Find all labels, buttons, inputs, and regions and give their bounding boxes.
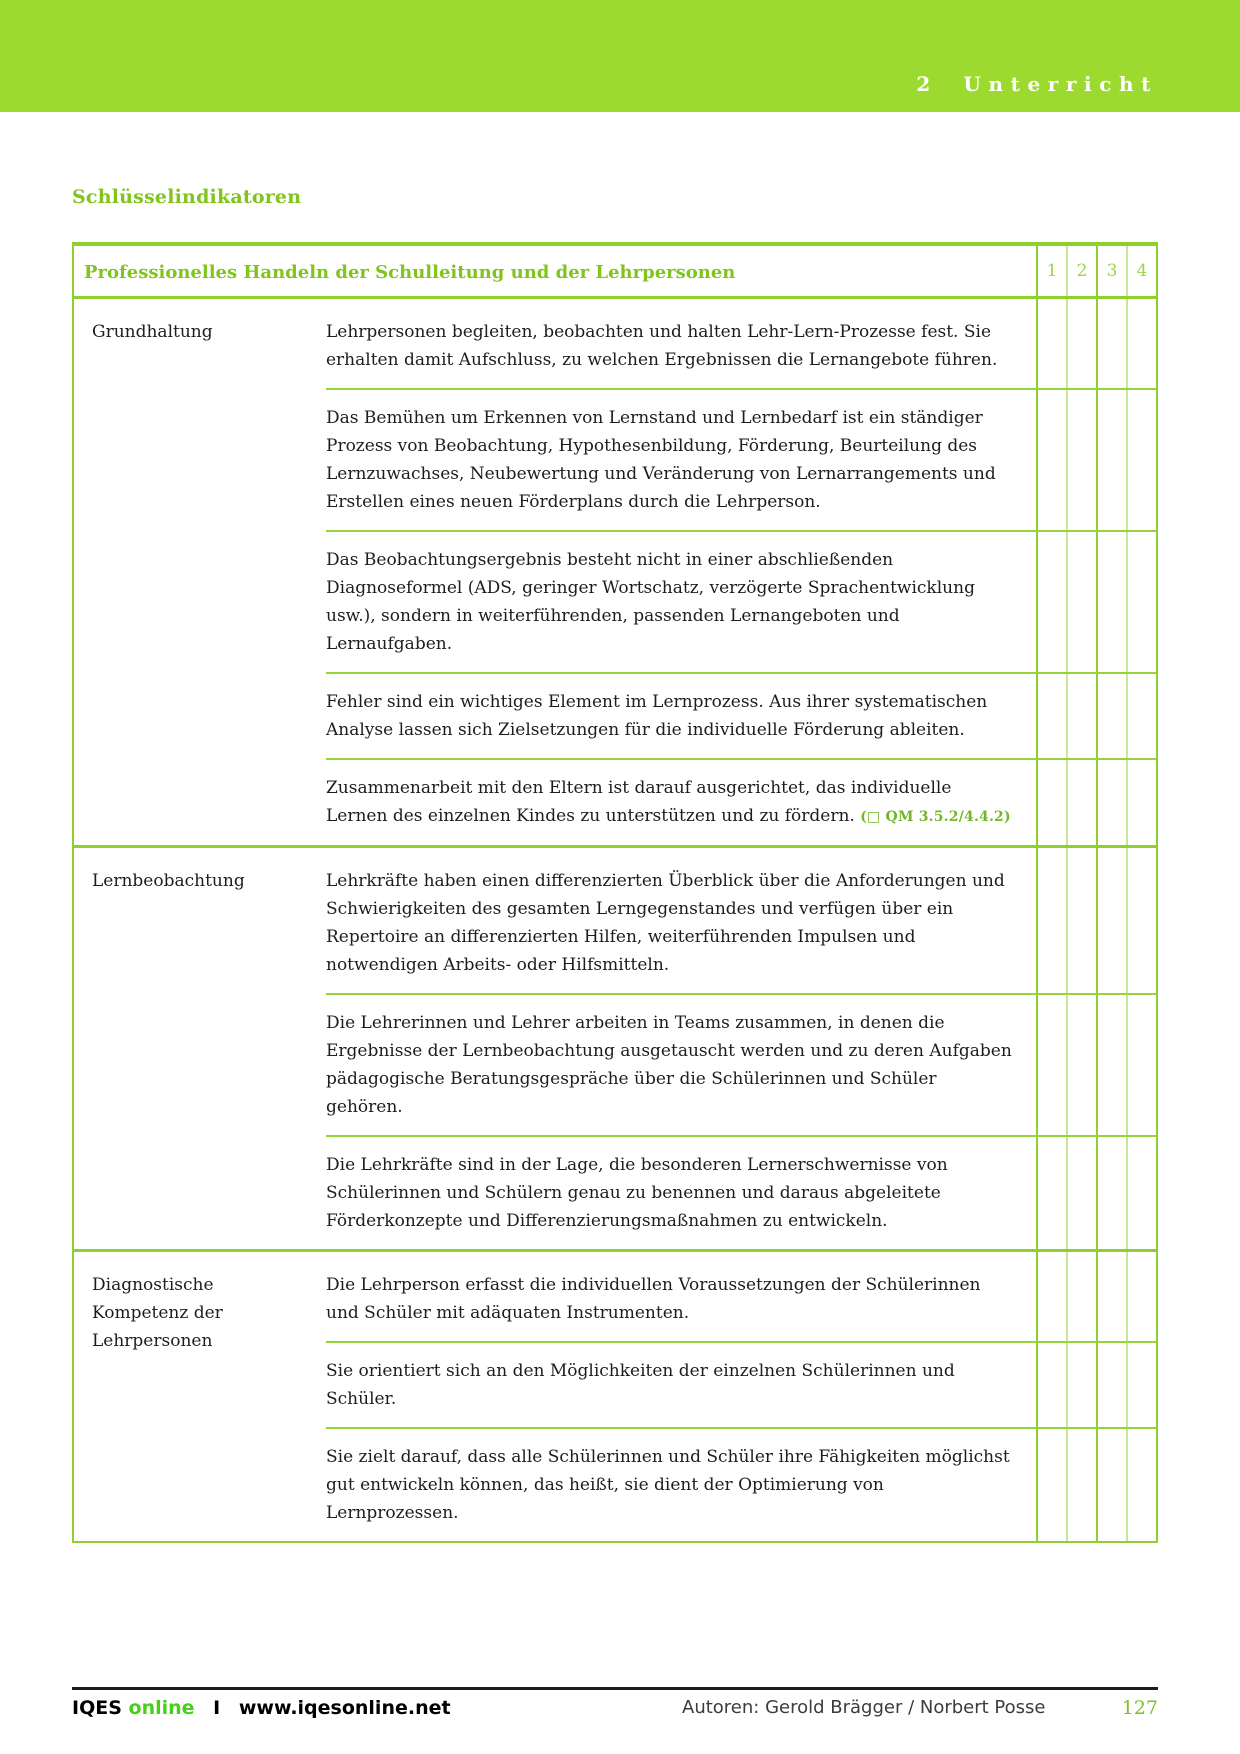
rating-cell	[1126, 1137, 1156, 1249]
indicator-text	[326, 299, 1036, 388]
indicator-block	[326, 993, 1156, 1135]
indicator-sentence: Sie orientiert sich an den Möglichkeiten der einzelnen Schülerinnen und Schüler.	[326, 1361, 955, 1409]
indicator-text	[326, 760, 1036, 845]
indicator-text	[326, 674, 1036, 758]
indicator-text	[326, 1252, 1036, 1341]
table-title: Professionelles Handeln der Schulleitung und der Lehrpersonen	[84, 262, 736, 283]
rating-cell	[1096, 390, 1126, 530]
rating-cell	[1096, 1429, 1126, 1541]
rating-column-header: 2	[1066, 246, 1096, 296]
indicator-block	[326, 388, 1156, 530]
indicator-sentence: Die Lehrperson erfasst die individuellen Voraussetzungen der Schülerinnen und Schüler mit adäquaten Instrumenten.	[326, 1275, 981, 1323]
rating-cell	[1066, 1137, 1096, 1249]
table-row	[74, 845, 1156, 1249]
rating-cell	[1066, 390, 1096, 530]
page-header-band	[0, 0, 1240, 112]
page-footer	[72, 1697, 1158, 1719]
indicator-sentence: Sie zielt darauf, dass alle Schülerinnen und Schüler ihre Fähigkeiten möglichst gut entwickeln können, das heißt, sie dient der Optimierung von Lernprozessen.	[326, 1447, 1010, 1523]
rating-cell	[1126, 995, 1156, 1135]
brand-accent: online	[128, 1697, 195, 1719]
rating-cell	[1036, 995, 1066, 1135]
row-indicators	[326, 1252, 1156, 1541]
rating-cell	[1066, 299, 1096, 388]
indicator-text	[326, 1429, 1036, 1541]
rating-cell	[1126, 532, 1156, 672]
rating-cell	[1066, 532, 1096, 672]
rating-column-headers	[1036, 246, 1156, 296]
footer-divider	[72, 1687, 1158, 1690]
indicator-sentence: Lehrkräfte haben einen differenzierten Überblick über die Anforderungen und Schwierigkeiten des gesamten Lerngegenstandes und verfügen über ein Repertoire an differenzierten Hilfen, weiterführenden Impulsen und notwendigen Arbeits- oder Hilfsmitteln.	[326, 871, 1005, 975]
row-indicators	[326, 299, 1156, 845]
table-body	[74, 299, 1156, 1541]
indicator-block	[326, 530, 1156, 672]
rating-cell	[1126, 1343, 1156, 1427]
table-row	[74, 1249, 1156, 1541]
rating-cell	[1096, 995, 1126, 1135]
indicator-sentence: Fehler sind ein wichtiges Element im Lernprozess. Aus ihrer systematischen Analyse lassen sich Zielsetzungen für die individuelle Förderung ableiten.	[326, 692, 988, 740]
indicator-sentence: Zusammenarbeit mit den Eltern ist darauf ausgerichtet, das individuelle Lernen des einzelnen Kindes zu unterstützen und zu fördern.	[326, 778, 952, 826]
rating-cell	[1066, 848, 1096, 993]
footer-authors: Autoren: Gerold Brägger / Norbert Posse	[682, 1697, 1046, 1718]
indicator-block	[326, 848, 1156, 993]
rating-cell	[1126, 1252, 1156, 1341]
rating-cell	[1036, 1343, 1066, 1427]
qm-reference: (□ QM 3.5.2/4.4.2)	[860, 809, 1011, 825]
rating-cell	[1066, 1343, 1096, 1427]
rating-cell	[1066, 1252, 1096, 1341]
rating-cell	[1066, 1429, 1096, 1541]
rating-cell	[1126, 674, 1156, 758]
indicator-text	[326, 390, 1036, 530]
rating-cell	[1126, 760, 1156, 845]
indicator-block	[326, 672, 1156, 758]
rating-cell	[1066, 995, 1096, 1135]
row-label: Diagnostische Kompetenz der Lehrpersonen	[92, 1275, 223, 1351]
indicator-block	[326, 1135, 1156, 1249]
indicator-sentence: Lehrpersonen begleiten, beobachten und halten Lehr-Lern-Prozesse fest. Sie erhalten damit Aufschluss, zu welchen Ergebnissen die Lernangebote führen.	[326, 322, 998, 370]
rating-cell	[1096, 760, 1126, 845]
rating-cell	[1066, 760, 1096, 845]
rating-cell	[1036, 532, 1066, 672]
rating-cell	[1066, 674, 1096, 758]
rating-cell	[1036, 1137, 1066, 1249]
rating-cell	[1096, 1343, 1126, 1427]
indicator-block	[326, 758, 1156, 845]
page-number: 127	[1121, 1697, 1158, 1719]
rating-cell	[1126, 848, 1156, 993]
indicator-text	[326, 1343, 1036, 1427]
rating-cell	[1126, 390, 1156, 530]
rating-cell	[1096, 1252, 1126, 1341]
rating-cell	[1096, 299, 1126, 388]
indicator-table	[72, 242, 1158, 1543]
row-label: Grundhaltung	[92, 322, 213, 342]
table-header-row	[74, 246, 1156, 299]
rating-column-header: 4	[1126, 246, 1156, 296]
indicator-text	[326, 532, 1036, 672]
footer-brand	[72, 1697, 682, 1719]
rating-cell	[1036, 674, 1066, 758]
rating-cell	[1036, 760, 1066, 845]
indicator-sentence: Das Bemühen um Erkennen von Lernstand und Lernbedarf ist ein ständiger Prozess von Beobachtung, Hypothesenbildung, Förderung, Beurteilung des Lernzuwachses, Neubewertung und Veränderung von Lernarrangements und Erstellen eines neuen Förderplans durch die Lehrperson.	[326, 408, 996, 512]
rating-cell	[1036, 848, 1066, 993]
brand-separator: I	[213, 1697, 221, 1719]
indicator-sentence: Die Lehrerinnen und Lehrer arbeiten in Teams zusammen, in denen die Ergebnisse der Lernbeobachtung ausgetauscht werden und zu deren Aufgaben pädagogische Beratungsgespräche über die Schülerinnen und Schüler gehören.	[326, 1013, 1012, 1117]
indicator-text	[326, 848, 1036, 993]
table-row	[74, 299, 1156, 845]
row-indicators	[326, 848, 1156, 1249]
section-title: Schlüsselindikatoren	[72, 186, 302, 208]
indicator-text	[326, 995, 1036, 1135]
indicator-text	[326, 1137, 1036, 1249]
rating-cell	[1096, 1137, 1126, 1249]
rating-cell	[1036, 390, 1066, 530]
rating-column-header: 1	[1036, 246, 1066, 296]
indicator-sentence: Die Lehrkräfte sind in der Lage, die besonderen Lernerschwernisse von Schülerinnen und Schülern genau zu benennen und daraus abgeleitete Förderkonzepte und Differenzierungsmaßnahmen zu entwickeln.	[326, 1155, 948, 1231]
rating-cell	[1036, 1252, 1066, 1341]
indicator-block	[326, 299, 1156, 388]
indicator-block	[326, 1252, 1156, 1341]
brand-name: IQES	[72, 1697, 122, 1719]
row-label: Lernbeobachtung	[92, 871, 245, 891]
indicator-block	[326, 1341, 1156, 1427]
footer-url: www.iqesonline.net	[238, 1697, 451, 1719]
chapter-heading: 2 Unterricht	[916, 72, 1158, 96]
rating-cell	[1036, 299, 1066, 388]
rating-cell	[1126, 1429, 1156, 1541]
rating-cell	[1126, 299, 1156, 388]
rating-cell	[1096, 674, 1126, 758]
rating-cell	[1096, 532, 1126, 672]
page-content	[72, 112, 1158, 1543]
indicator-block	[326, 1427, 1156, 1541]
rating-cell	[1096, 848, 1126, 993]
indicator-sentence: Das Beobachtungsergebnis besteht nicht in einer abschließenden Diagnoseformel (ADS, geringer Wortschatz, verzögerte Sprachentwicklung usw.), sondern in weiterführenden, passenden Lernangeboten und Lernaufgaben.	[326, 550, 975, 654]
rating-column-header: 3	[1096, 246, 1126, 296]
rating-cell	[1036, 1429, 1066, 1541]
